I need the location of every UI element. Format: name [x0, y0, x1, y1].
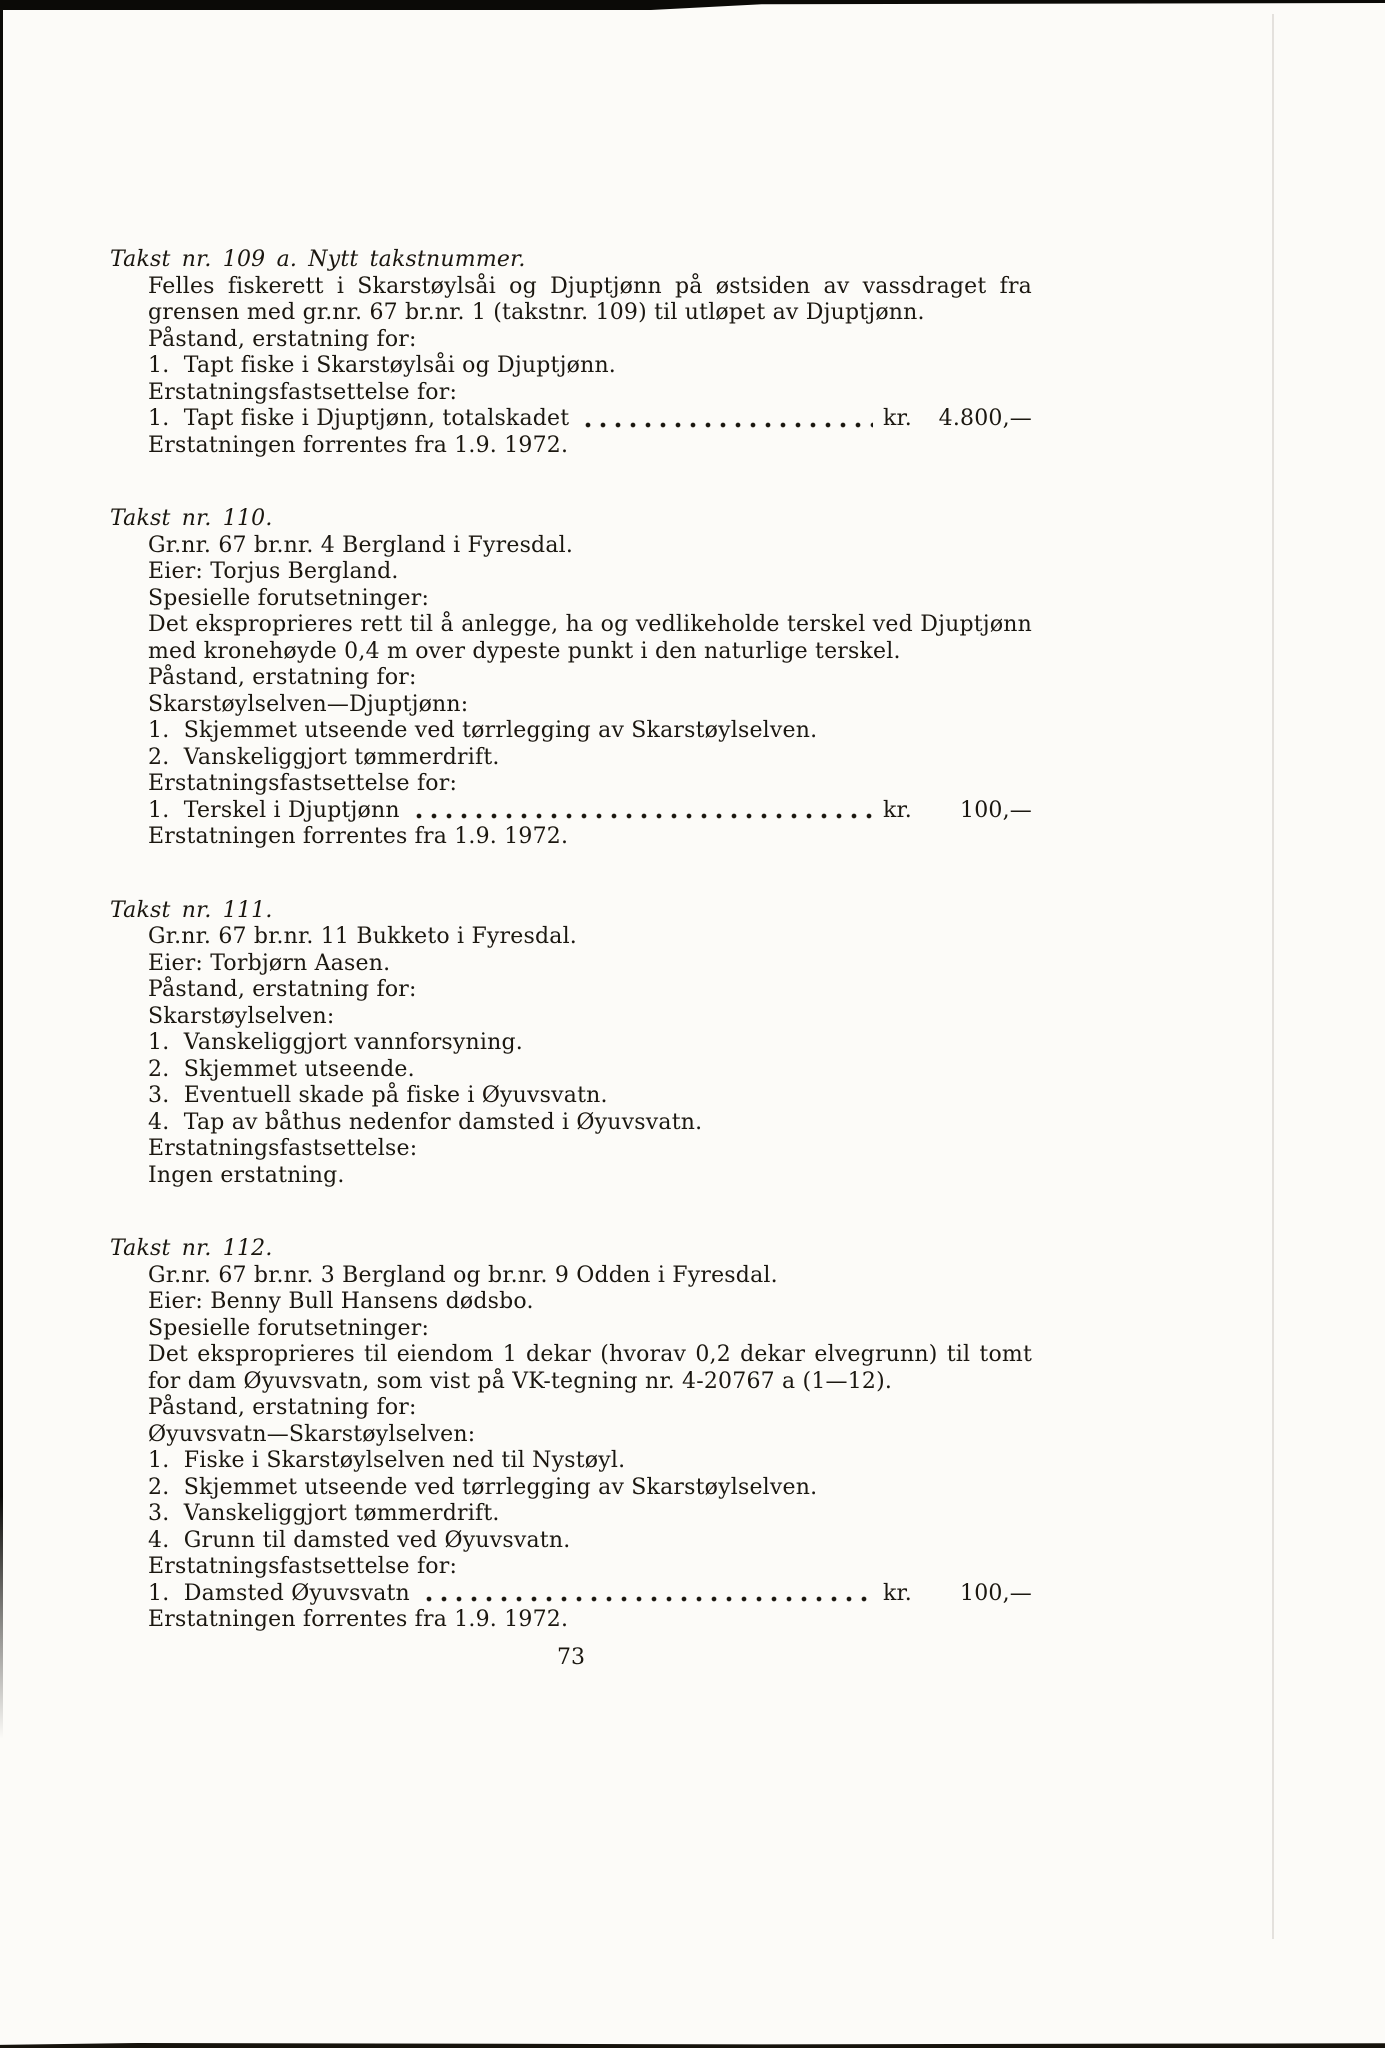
text-line: for dam Øyuvsvatn, som vist på VK-tegning nr. 4-20767 a (1—12).: [148, 1368, 893, 1394]
text-line: Eier: Torjus Bergland.: [148, 559, 399, 584]
amount-line: [148, 406, 1032, 433]
amount-label: 1. Tapt fiske i Djuptjønn, totalskadet: [148, 406, 570, 431]
text-line: Erstatningsfastsettelse for:: [148, 379, 458, 405]
text-line: 2. Skjemmet utseende.: [148, 1056, 415, 1082]
scan-artifact-left-edge: [0, 9, 3, 1739]
text-line: Spesielle forutsetninger:: [148, 1315, 430, 1341]
section-heading: Takst nr. 109 a. Nytt takstnummer.: [110, 247, 526, 272]
text-line: Påstand, erstatning for:: [148, 977, 417, 1002]
text-line: Skarstøylselven—Djuptjønn:: [148, 691, 469, 717]
scan-artifact-bottom-bar: [0, 2041, 1385, 2048]
text-line: Påstand, erstatning for:: [148, 665, 417, 690]
text-line: Erstatningen forrentes fra 1.9. 1972.: [148, 1607, 569, 1632]
text-line: Erstatningen forrentes fra 1.9. 1972.: [148, 432, 569, 458]
text-line: Det eksproprieres rett til å anlegge, ha og vedlikeholde terskel ved Djuptjønn: [148, 612, 1032, 637]
text-line: Gr.nr. 67 br.nr. 4 Bergland i Fyresdal.: [148, 532, 574, 558]
amount-line: [148, 1581, 1032, 1608]
text-line: Skarstøylselven:: [148, 1003, 335, 1029]
text-line: 1. Tapt fiske i Skarstøylsåi og Djuptjønn.: [148, 353, 617, 378]
amount-line: [148, 798, 1032, 825]
text-line: Erstatningsfastsettelse for:: [148, 771, 458, 796]
text-line: 1. Vanskeliggjort vannforsyning.: [148, 1030, 523, 1055]
page-fold-line: [1272, 14, 1274, 1939]
page-content: [110, 247, 1032, 1681]
takst-section: [110, 1236, 1032, 1634]
text-line: Felles fiskerett i Skarstøylsåi og Djuptjønn på østsiden av vassdraget fra: [148, 273, 1032, 299]
dot-leader: [422, 1581, 873, 1608]
text-line: Det eksproprieres til eiendom 1 dekar (hvorav 0,2 dekar elvegrunn) til tomt: [148, 1342, 1032, 1367]
text-line: Erstatningsfastsettelse for:: [148, 1554, 458, 1579]
text-line: Øyuvsvatn—Skarstøylselven:: [148, 1421, 476, 1447]
text-line: Gr.nr. 67 br.nr. 3 Bergland og br.nr. 9 Odden i Fyresdal.: [148, 1262, 778, 1288]
currency-label: kr.: [882, 797, 912, 823]
text-line: 2. Vanskeliggjort tømmerdrift.: [148, 744, 500, 770]
section-heading: Takst nr. 111.: [110, 897, 273, 923]
text-line: Erstatningsfastsettelse:: [148, 1136, 418, 1161]
text-line: Eier: Torbjørn Aasen.: [148, 950, 391, 976]
amount-label: 1. Terskel i Djuptjønn: [148, 797, 400, 823]
text-line: 3. Eventuell skade på fiske i Øyuvsvatn.: [148, 1083, 608, 1108]
text-line: Erstatningen forrentes fra 1.9. 1972.: [148, 824, 569, 849]
text-line: Ingen erstatning.: [148, 1162, 345, 1188]
currency-label: kr.: [882, 1580, 912, 1606]
text-line: 4. Grunn til damsted ved Øyuvsvatn.: [148, 1527, 571, 1553]
text-line: 3. Vanskeliggjort tømmerdrift.: [148, 1501, 500, 1526]
text-line: 4. Tap av båthus nedenfor damsted i Øyuvsvatn.: [148, 1109, 703, 1135]
page-number: 73: [557, 1645, 585, 1670]
currency-label: kr.: [882, 406, 912, 431]
text-line: Påstand, erstatning for:: [148, 326, 417, 352]
text-line: Spesielle forutsetninger:: [148, 585, 430, 611]
text-line: med kronehøyde 0,4 m over dypeste punkt i den naturlige terskel.: [148, 638, 901, 664]
takst-section: [110, 898, 1032, 1190]
scan-artifact-top-bar: [0, 0, 1385, 10]
takst-section: [110, 506, 1032, 851]
text-line: grensen med gr.nr. 67 br.nr. 1 (takstnr. 109) til utløpet av Djuptjønn.: [148, 300, 925, 325]
amount-label: 1. Damsted Øyuvsvatn: [148, 1580, 410, 1606]
amount-value: 4.800,—: [938, 406, 1032, 431]
text-line: 1. Fiske i Skarstøylselven ned til Nystøyl.: [148, 1448, 626, 1473]
text-line: 2. Skjemmet utseende ved tørrlegging av Skarstøylselven.: [148, 1474, 818, 1500]
text-line: 1. Skjemmet utseende ved tørrlegging av Skarstøylselven.: [148, 718, 818, 743]
dot-leader: [412, 798, 873, 825]
takst-section: [110, 247, 1032, 459]
section-heading: Takst nr. 110.: [110, 506, 273, 531]
text-line: Gr.nr. 67 br.nr. 11 Bukketo i Fyresdal.: [148, 924, 578, 949]
amount-value: 100,—: [960, 1580, 1032, 1606]
amount-value: 100,—: [960, 797, 1032, 823]
section-heading: Takst nr. 112.: [110, 1236, 273, 1261]
text-line: Påstand, erstatning for:: [148, 1395, 417, 1420]
text-line: Eier: Benny Bull Hansens dødsbo.: [148, 1289, 534, 1314]
dot-leader: [581, 406, 873, 433]
